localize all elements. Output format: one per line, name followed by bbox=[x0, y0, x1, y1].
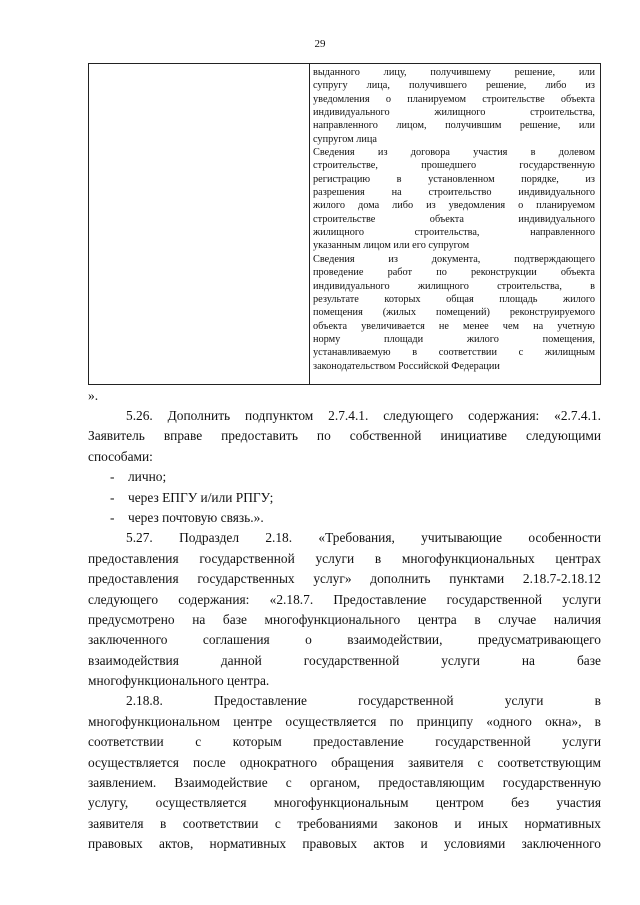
table-text-line: супругу лица, получившего решение, либо из bbox=[313, 80, 595, 92]
table-text-line: уведомления о планируемом строительстве объекта bbox=[313, 93, 595, 105]
paragraph-line: предоставления государственных услуг» дополнить пунктами 2.18.7-2.18.12 bbox=[88, 571, 601, 587]
table-text-line: законодательством Российской Федерации bbox=[313, 360, 500, 372]
paragraph-line: правовых актов, нормативных правовых актов и условиями заключенного bbox=[88, 836, 601, 852]
list-dash: - bbox=[110, 489, 115, 505]
closing-quote: ». bbox=[88, 388, 99, 403]
table-text-line: разрешения на строительство индивидуального bbox=[313, 187, 595, 199]
table-text-line: проведение работ по реконструкции объекта bbox=[313, 267, 595, 279]
list-item bbox=[88, 488, 601, 508]
paragraph-line: Заявитель вправе предоставить по собственной инициативе следующими bbox=[88, 428, 601, 444]
document-table bbox=[88, 63, 601, 385]
table-text-line: строительстве объекта индивидуального bbox=[313, 213, 595, 225]
table-text-line: строительстве, прошедшего государственную bbox=[313, 160, 595, 172]
table-left-cell bbox=[89, 64, 310, 384]
table-text-line: направленного лицом, получившим решение, или bbox=[313, 120, 595, 132]
paragraph-line: заявлением. Взаимодействие с органом, предоставляющим государственную bbox=[88, 775, 601, 791]
table-right-cell bbox=[313, 66, 595, 373]
paragraph-line: 2.18.8. Предоставление государственной услуги в bbox=[126, 693, 601, 709]
paragraph-line: заключенного соглашения о взаимодействии, предусматривающего bbox=[88, 632, 601, 648]
paragraph-line: 5.26. Дополнить подпунктом 2.7.4.1. следующего содержания: «2.7.4.1. bbox=[126, 408, 601, 423]
list-dash: - bbox=[110, 469, 115, 485]
paragraph-line: предусмотрено на базе многофункционального центра в случае наличия bbox=[88, 611, 601, 627]
table-text-line: индивидуального жилищного строительства, bbox=[313, 107, 595, 119]
table-text-line: Сведения из документа, подтверждающего bbox=[313, 253, 595, 265]
table-text-line: супругом лица bbox=[313, 133, 377, 145]
paragraph-line: многофункционального центра. bbox=[88, 673, 270, 689]
table-text-line: жилого дома либо из уведомления о планируемом bbox=[313, 200, 595, 212]
table-text-line: индивидуального жилищного строительства, в bbox=[313, 280, 595, 292]
table-text-line: устанавливаемую в соответствии с жилищным bbox=[313, 347, 595, 359]
paragraph-line: способами: bbox=[88, 448, 153, 464]
list-item-text: лично; bbox=[128, 469, 167, 485]
list-item bbox=[88, 467, 601, 487]
table-text-line: указанным лицом или его супругом bbox=[313, 240, 470, 252]
paragraph-line: заявителя в соответствии с требованиями законов и иных нормативных bbox=[88, 815, 601, 831]
table-text-line: регистрацию в установленном порядке, из bbox=[313, 173, 595, 185]
paragraph-line: предоставления государственной услуги в многофункциональных центрах bbox=[88, 550, 601, 566]
list-item bbox=[88, 508, 601, 528]
list-dash: - bbox=[110, 509, 115, 525]
paragraph-line: осуществляется после однократного обращения заявителя с соответствующим bbox=[88, 754, 601, 770]
table-text-line: жилищного строительства, направленного bbox=[313, 227, 595, 239]
table-text-line: результате которых общая площадь жилого bbox=[313, 293, 595, 305]
table-text-line: норму площади жилого помещения, bbox=[313, 333, 595, 345]
paragraph-line: услугу, осуществляется многофункциональным центром без участия bbox=[88, 795, 601, 811]
table-text-line: помещения (жилых помещений) реконструируемого bbox=[313, 307, 595, 319]
paragraph-line: многофункциональном центре осуществляется по принципу «одного окна», в bbox=[88, 713, 601, 729]
table-text-line: объекта увеличивается не менее чем на учетную bbox=[313, 320, 595, 332]
table-text-line: выданного лицу, получившему решение, или bbox=[313, 67, 595, 78]
paragraph-line: взаимодействия данной государственной услуги на базе bbox=[88, 652, 601, 668]
table-text-line: Сведения из договора участия в долевом bbox=[313, 147, 595, 159]
list-item-text: через почтовую связь.». bbox=[128, 509, 264, 525]
paragraph-line: 5.27. Подраздел 2.18. «Требования, учитывающие особенности bbox=[126, 530, 601, 546]
page-number: 29 bbox=[314, 38, 326, 50]
paragraph-line: соответствии с которым предоставление государственной услуги bbox=[88, 734, 601, 750]
body-text bbox=[88, 406, 601, 855]
paragraph-line: следующего содержания: «2.18.7. Предоставление государственной услуги bbox=[88, 591, 601, 607]
list-item-text: через ЕПГУ и/или РПГУ; bbox=[128, 489, 274, 505]
